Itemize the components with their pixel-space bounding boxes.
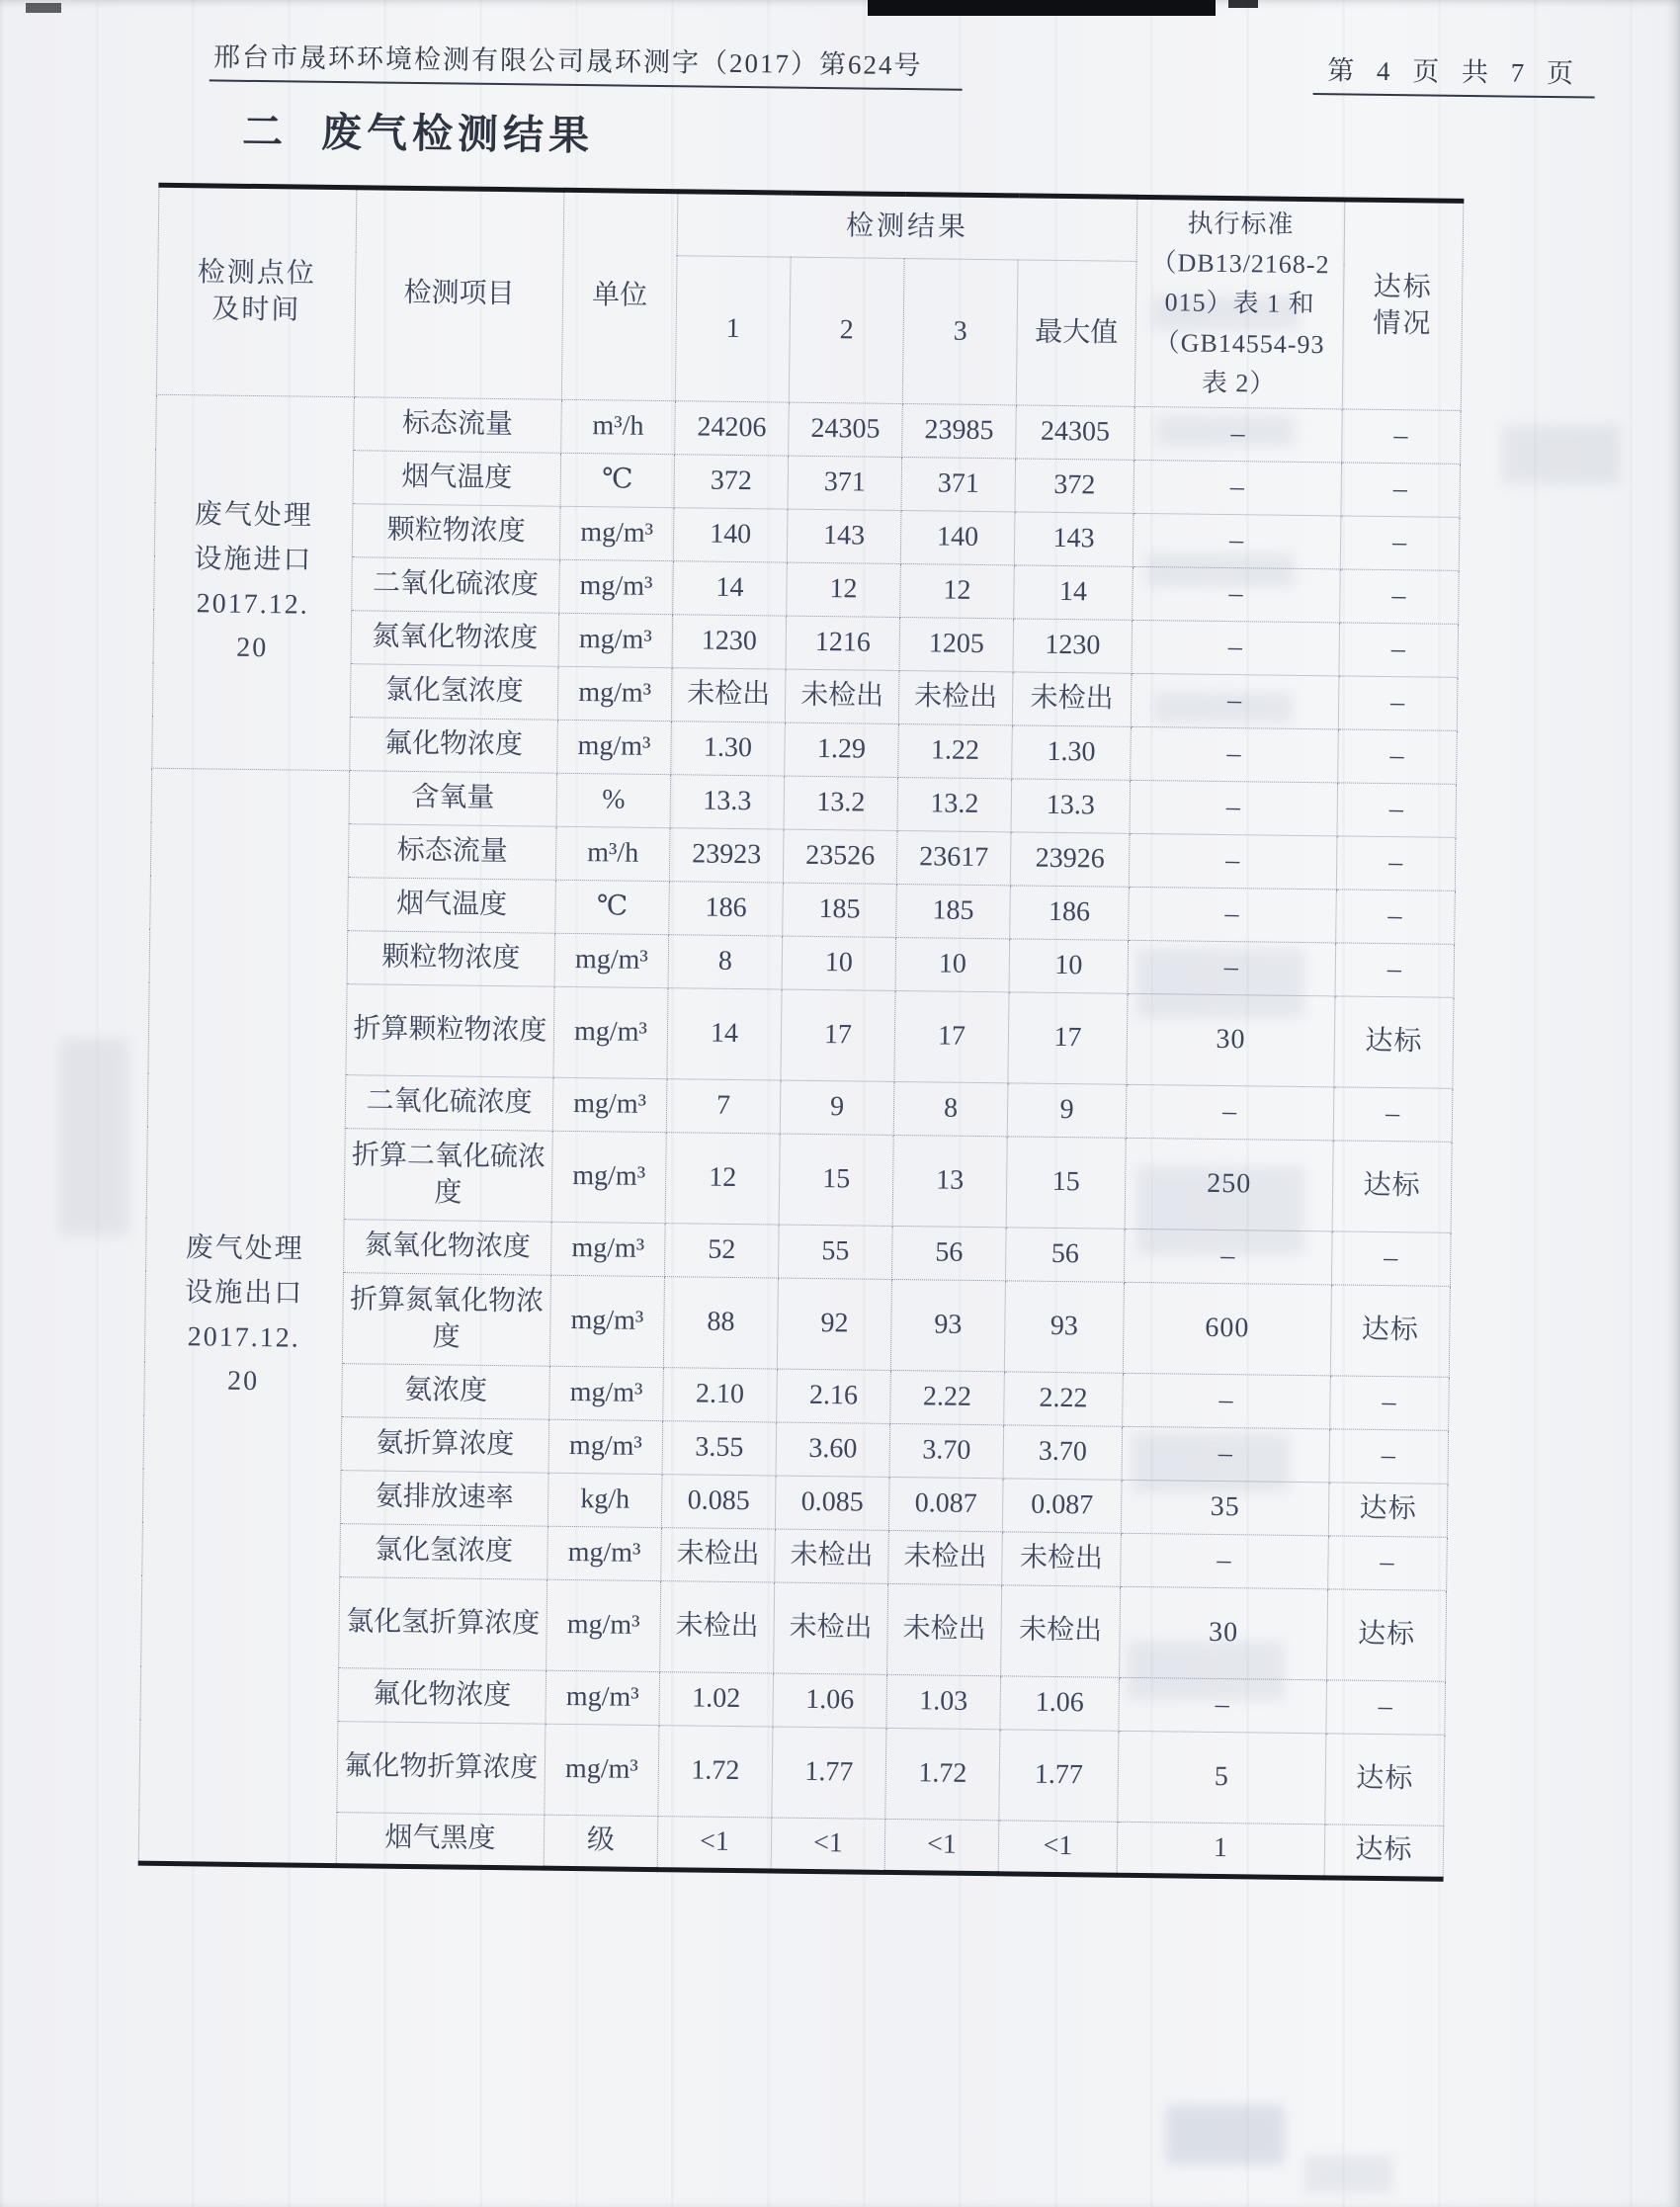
cell-result-max: 24305 [1016, 405, 1135, 460]
cell-unit: % [556, 773, 671, 827]
cell-result-1: 未检出 [671, 668, 786, 722]
cell-result-3: 12 [900, 563, 1015, 618]
cell-item: 二氧化硫浓度 [345, 1075, 553, 1132]
cell-result-3: 17 [894, 990, 1009, 1082]
cell-result-max: 13.3 [1011, 779, 1131, 833]
cell-compliance: – [1340, 516, 1460, 570]
cell-result-3: 0.087 [888, 1477, 1003, 1531]
scan-artifact [1502, 425, 1621, 484]
cell-result-3: 56 [891, 1226, 1006, 1280]
cell-item: 二氧化硫浓度 [352, 557, 560, 614]
cell-result-1: 1.72 [658, 1726, 773, 1818]
cell-item: 氯化氢浓度 [350, 664, 558, 721]
scan-artifact [1228, 0, 1258, 8]
cell-result-2: 371 [788, 456, 902, 510]
cell-unit: mg/m³ [548, 1419, 663, 1474]
cell-result-1: 1230 [672, 615, 787, 669]
cell-result-2: 1.06 [773, 1673, 887, 1728]
scan-artifact [1304, 2155, 1393, 2194]
cell-result-max: <1 [998, 1821, 1118, 1875]
cell-unit: ℃ [560, 453, 675, 507]
cell-unit: mg/m³ [553, 986, 668, 1078]
cell-result-2: 17 [781, 989, 895, 1081]
cell-result-1: 未检出 [660, 1581, 775, 1673]
cell-unit: m³/h [555, 826, 670, 881]
cell-unit: mg/m³ [552, 1077, 667, 1132]
cell-unit: mg/m³ [559, 559, 674, 614]
cell-item: 氨浓度 [342, 1364, 550, 1420]
cell-standard: – [1133, 513, 1341, 569]
cell-monitoring-point: 废气处理 设施出口 2017.12. 20 [138, 768, 350, 1865]
cell-result-max: 未检出 [1002, 1532, 1122, 1586]
cell-standard: – [1129, 833, 1337, 890]
cell-item: 氨折算浓度 [341, 1417, 549, 1474]
cell-standard: – [1119, 1677, 1327, 1734]
cell-compliance: 达标 [1334, 996, 1454, 1088]
cell-item: 含氧量 [349, 771, 557, 827]
cell-item: 标态流量 [354, 397, 562, 454]
cell-standard: 1 [1117, 1822, 1325, 1878]
cell-result-3: 未检出 [887, 1583, 1002, 1675]
cell-result-2: 12 [787, 562, 901, 617]
cell-result-max: 0.087 [1002, 1479, 1122, 1533]
cell-result-2: 55 [778, 1225, 892, 1279]
scan-artifact [26, 3, 61, 13]
cell-result-max: 17 [1008, 992, 1128, 1084]
cell-result-3: 371 [901, 458, 1016, 512]
col-header-result-max: 最大值 [1016, 260, 1136, 406]
cell-result-max: 1.06 [1000, 1676, 1120, 1731]
cell-standard: – [1128, 940, 1336, 996]
cell-compliance: – [1335, 943, 1455, 997]
col-header-unit: 单位 [561, 190, 678, 400]
col-header-compliance: 达标 情况 [1342, 200, 1464, 410]
cell-result-max: 56 [1005, 1228, 1125, 1282]
cell-unit: m³/h [561, 399, 676, 454]
cell-result-max: 2.22 [1004, 1372, 1124, 1426]
cell-result-3: 1.22 [898, 723, 1013, 778]
cell-result-1: 88 [663, 1277, 778, 1369]
cell-standard: – [1132, 620, 1340, 676]
cell-standard: – [1121, 1533, 1329, 1589]
cell-result-2: 23526 [783, 829, 897, 884]
cell-item: 氨排放速率 [340, 1471, 548, 1527]
section-title [242, 99, 595, 161]
cell-item: 标态流量 [348, 824, 556, 881]
cell-result-1: 3.55 [662, 1421, 777, 1476]
page-indicator: 第 4 页 共 7 页 [1313, 48, 1595, 98]
cell-result-1: 140 [673, 508, 788, 562]
cell-item: 烟气温度 [353, 451, 561, 507]
cell-result-max: 3.70 [1003, 1425, 1123, 1480]
cell-result-2: 143 [787, 509, 901, 563]
cell-item: 氯化氢折算浓度 [339, 1577, 547, 1671]
cell-unit: mg/m³ [559, 506, 674, 560]
cell-result-max: 143 [1014, 512, 1134, 566]
cell-compliance: – [1330, 1376, 1450, 1430]
section-title-text: 废气检测结果 [320, 109, 595, 159]
cell-compliance: – [1326, 1680, 1446, 1735]
scan-artifact [59, 1038, 128, 1235]
cell-standard: – [1131, 673, 1339, 729]
cell-compliance: – [1337, 783, 1457, 837]
cell-item: 氟化物浓度 [350, 718, 558, 774]
cell-result-3: 3.70 [889, 1423, 1004, 1478]
cell-standard: – [1130, 780, 1338, 836]
cell-result-3: 23985 [902, 404, 1017, 459]
cell-unit: mg/m³ [557, 720, 672, 774]
table-header-row-1 [158, 185, 1464, 265]
cell-result-max: 186 [1010, 886, 1130, 940]
cell-standard: – [1131, 726, 1339, 783]
cell-result-3: 1.72 [885, 1728, 1000, 1820]
cell-result-1: 2.10 [663, 1368, 778, 1422]
cell-item: 氟化物浓度 [338, 1668, 546, 1725]
cell-compliance: – [1338, 676, 1458, 730]
cell-result-1: 12 [665, 1133, 780, 1225]
cell-unit: mg/m³ [546, 1670, 660, 1725]
cell-result-1: 52 [664, 1224, 779, 1278]
cell-item: 烟气黑度 [336, 1813, 545, 1869]
cell-unit: mg/m³ [549, 1275, 664, 1367]
cell-result-max: 1.77 [999, 1730, 1119, 1822]
cell-result-2: 1.77 [772, 1727, 886, 1819]
cell-standard: – [1129, 887, 1337, 943]
cell-result-1: 7 [666, 1079, 781, 1134]
cell-item: 折算颗粒物浓度 [346, 984, 554, 1078]
cell-unit: mg/m³ [550, 1222, 665, 1276]
cell-compliance: 达标 [1325, 1734, 1445, 1825]
cell-compliance: – [1340, 569, 1460, 624]
cell-result-2: 9 [780, 1080, 894, 1135]
cell-standard: 35 [1121, 1480, 1329, 1536]
cell-result-3: 1205 [899, 617, 1014, 671]
cell-result-1: 24206 [675, 401, 790, 456]
cell-unit: mg/m³ [554, 933, 669, 987]
cell-compliance: – [1341, 463, 1461, 517]
cell-result-2: 1216 [786, 616, 900, 670]
col-header-result-3: 3 [902, 259, 1018, 405]
cell-result-1: 8 [668, 935, 783, 989]
cell-item: 烟气温度 [348, 878, 556, 934]
cell-compliance: – [1331, 1231, 1451, 1286]
exhaust-gas-results-table [138, 183, 1465, 1882]
page-content [1, 0, 1680, 1866]
cell-standard: – [1123, 1373, 1331, 1429]
document-header [210, 35, 1595, 98]
col-header-item: 检测项目 [354, 188, 564, 400]
cell-result-3: 185 [896, 884, 1011, 938]
cell-standard: 250 [1125, 1138, 1333, 1231]
cell-item: 氮氧化物浓度 [351, 611, 559, 667]
cell-compliance: 达标 [1332, 1141, 1452, 1232]
report-number: 邢台市晟环环境检测有限公司晟环测字（2017）第624号 [210, 35, 963, 90]
cell-compliance: 达标 [1324, 1825, 1444, 1879]
cell-result-1: 0.085 [661, 1475, 776, 1529]
cell-compliance: 达标 [1330, 1285, 1450, 1377]
cell-result-max: 15 [1006, 1137, 1126, 1229]
cell-standard: 30 [1120, 1586, 1328, 1680]
cell-result-2: 未检出 [774, 1582, 888, 1674]
cell-result-2: 2.16 [777, 1369, 891, 1423]
cell-result-1: 14 [667, 988, 782, 1080]
cell-result-max: 10 [1009, 939, 1129, 993]
cell-result-max: 93 [1004, 1281, 1124, 1373]
cell-standard: – [1134, 460, 1342, 516]
cell-result-2: 13.2 [784, 776, 898, 830]
cell-result-max: 9 [1007, 1083, 1127, 1138]
cell-unit: mg/m³ [551, 1131, 666, 1223]
cell-unit: mg/m³ [546, 1579, 661, 1671]
cell-result-3: <1 [884, 1819, 999, 1873]
cell-result-1: 1.02 [659, 1672, 774, 1727]
cell-result-2: 1.29 [785, 722, 899, 777]
cell-result-2: 3.60 [776, 1422, 890, 1477]
cell-result-1: 14 [673, 561, 788, 616]
col-header-result-2: 2 [789, 257, 904, 403]
cell-standard: – [1133, 566, 1341, 623]
cell-result-max: 14 [1014, 565, 1134, 620]
col-header-result-1: 1 [675, 256, 791, 402]
cell-standard: – [1134, 406, 1343, 463]
cell-standard: 30 [1127, 993, 1335, 1087]
cell-unit: ℃ [555, 880, 670, 934]
cell-standard: – [1126, 1084, 1334, 1141]
cell-compliance: – [1329, 1429, 1449, 1484]
cell-result-3: 未检出 [898, 670, 1013, 724]
cell-result-max: 1.30 [1012, 725, 1132, 780]
cell-result-3: 93 [890, 1279, 1005, 1371]
cell-result-2: 185 [783, 883, 897, 937]
cell-item: 颗粒物浓度 [347, 931, 555, 987]
cell-result-3: 13.2 [897, 777, 1012, 831]
cell-standard: – [1124, 1229, 1332, 1285]
cell-result-2: 24305 [789, 402, 903, 457]
cell-result-2: <1 [771, 1818, 885, 1872]
cell-result-2: 未检出 [775, 1529, 889, 1583]
cell-result-1: 372 [674, 455, 789, 509]
cell-result-3: 10 [895, 937, 1010, 991]
cell-unit: mg/m³ [557, 666, 672, 721]
cell-result-max: 1230 [1013, 619, 1133, 673]
cell-compliance: – [1328, 1536, 1448, 1590]
cell-result-max: 未检出 [1012, 672, 1132, 726]
cell-result-1: 1.30 [671, 722, 786, 776]
cell-result-1: 186 [669, 882, 784, 936]
cell-unit: mg/m³ [545, 1724, 659, 1816]
col-header-monitoring-point: 检测点位 及时间 [156, 185, 357, 396]
cell-standard: 5 [1118, 1731, 1326, 1825]
cell-unit: mg/m³ [558, 613, 673, 667]
cell-result-1: 23923 [669, 828, 784, 883]
cell-item: 氯化氢浓度 [340, 1524, 548, 1580]
cell-standard: – [1122, 1426, 1330, 1483]
cell-result-3: 23617 [896, 830, 1011, 885]
cell-result-max: 23926 [1010, 832, 1130, 887]
cell-item: 折算二氧化硫浓度 [344, 1129, 552, 1223]
cell-compliance: – [1333, 1087, 1453, 1142]
cell-item: 氟化物折算浓度 [337, 1722, 546, 1816]
cell-result-1: <1 [657, 1817, 772, 1871]
cell-result-2: 92 [777, 1278, 891, 1370]
cell-result-3: 13 [892, 1135, 1007, 1227]
cell-item: 折算氮氧化物浓度 [342, 1273, 550, 1367]
cell-result-2: 15 [779, 1134, 893, 1226]
cell-result-1: 未检出 [661, 1528, 776, 1582]
scan-artifact [868, 0, 1216, 16]
cell-result-3: 140 [900, 510, 1015, 564]
cell-result-3: 2.22 [890, 1370, 1005, 1424]
cell-unit: 级 [544, 1815, 658, 1869]
cell-item: 颗粒物浓度 [352, 504, 560, 560]
cell-item: 氮氧化物浓度 [344, 1220, 552, 1276]
cell-unit: kg/h [547, 1473, 662, 1527]
cell-compliance: – [1339, 623, 1459, 677]
cell-compliance: – [1336, 890, 1456, 944]
cell-standard: 600 [1123, 1282, 1331, 1376]
cell-result-2: 未检出 [785, 669, 899, 723]
cell-compliance: 达标 [1328, 1483, 1448, 1537]
col-header-standard: 执行标准 （DB13/2168-2 015）表 1 和 （GB14554-93 表 2） [1134, 197, 1345, 409]
cell-result-2: 0.085 [775, 1476, 889, 1530]
cell-result-max: 未检出 [1001, 1585, 1121, 1677]
cell-result-3: 8 [893, 1081, 1008, 1136]
cell-result-1: 13.3 [670, 775, 785, 829]
cell-result-3: 未检出 [888, 1530, 1003, 1584]
cell-monitoring-point: 废气处理 设施进口 2017.12. 20 [152, 394, 355, 770]
cell-result-max: 372 [1015, 459, 1134, 513]
cell-result-2: 10 [782, 936, 896, 990]
cell-result-3: 1.03 [886, 1674, 1001, 1729]
cell-unit: mg/m³ [547, 1526, 662, 1580]
scan-artifact [1166, 2105, 1285, 2165]
cell-compliance: – [1338, 729, 1458, 784]
cell-compliance: 达标 [1327, 1589, 1447, 1681]
section-number: 二 [241, 108, 289, 155]
cell-compliance: – [1336, 836, 1456, 891]
col-header-results-group: 检测结果 [677, 192, 1137, 262]
cell-compliance: – [1342, 409, 1462, 464]
cell-unit: mg/m³ [549, 1366, 664, 1420]
